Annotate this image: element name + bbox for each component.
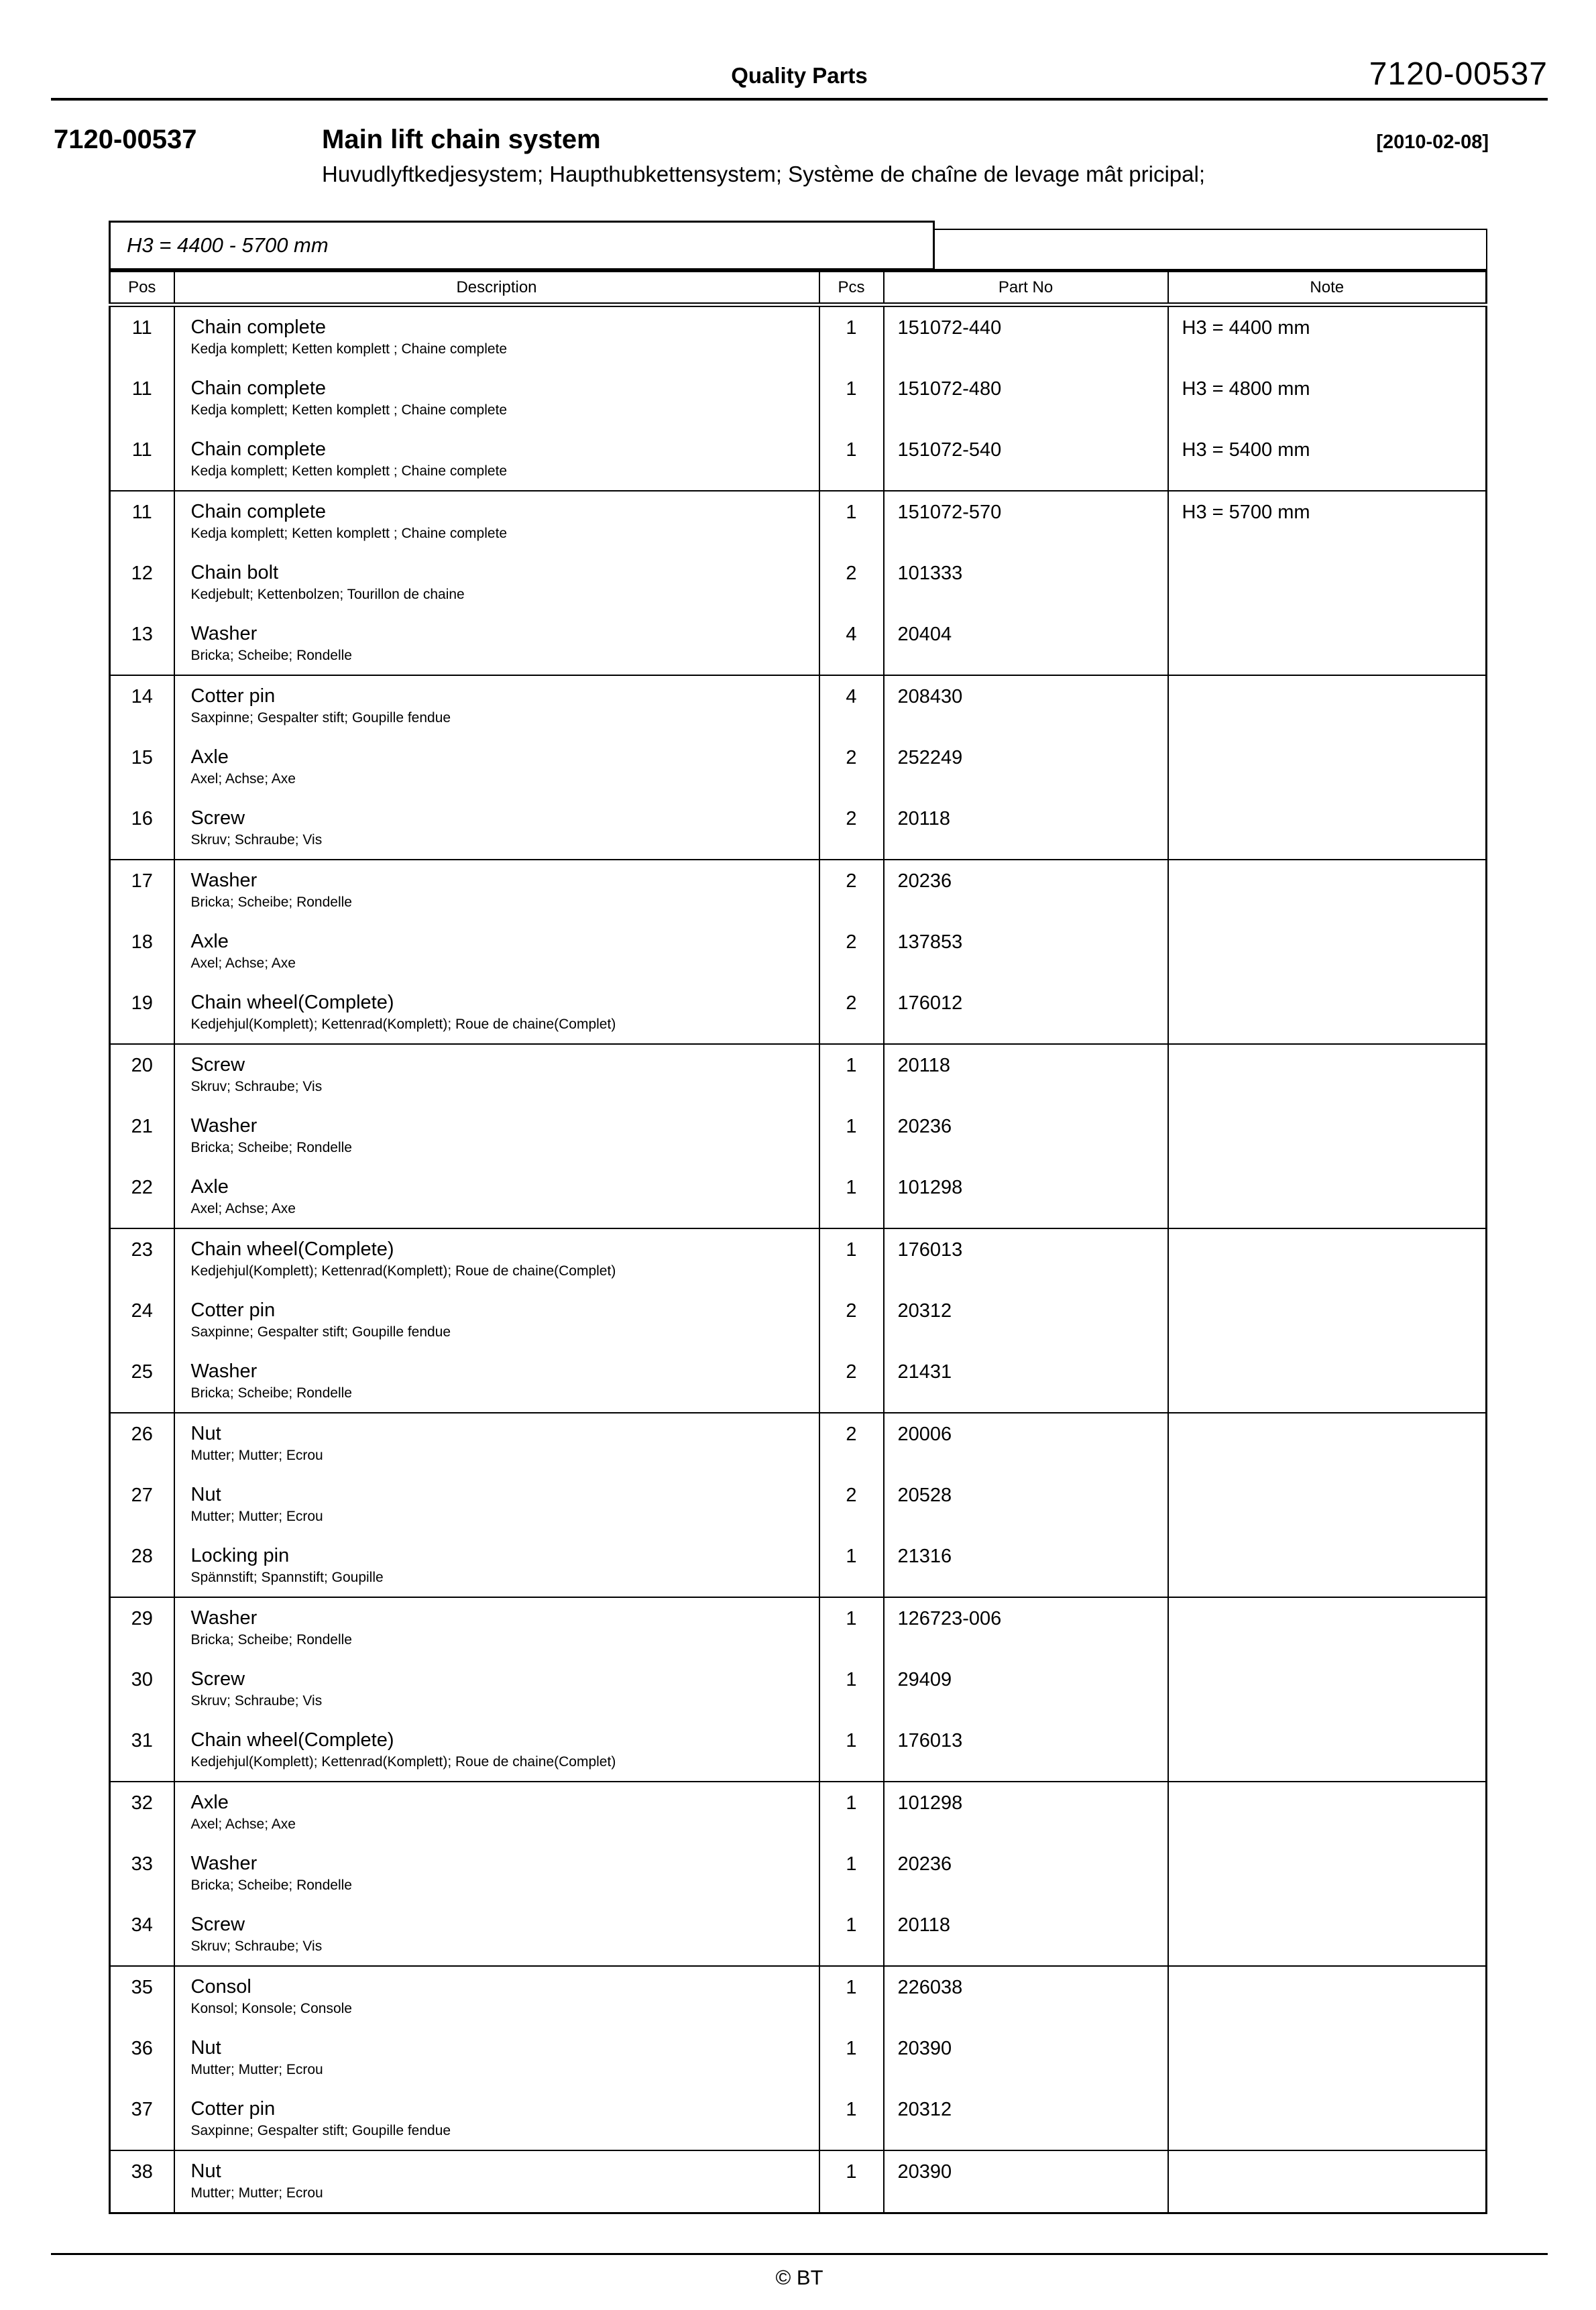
cell-part-no: 126723-006 <box>884 1597 1168 1659</box>
description-translations: Kedjehjul(Komplett); Kettenrad(Komplett); Roue de chaine(Complet) <box>190 1263 616 1279</box>
cell-description <box>174 1597 819 1659</box>
cell-pos: 22 <box>110 1167 174 1228</box>
cell-pos: 14 <box>110 675 174 737</box>
table-row <box>110 921 1487 982</box>
cell-part-no: 252249 <box>884 737 1168 798</box>
cell-description <box>174 614 819 675</box>
cell-pos: 33 <box>110 1843 174 1904</box>
description-translations: Kedja komplett; Ketten komplett ; Chaine complete <box>190 463 508 479</box>
title-row <box>54 125 1489 155</box>
description-translations: Spännstift; Spannstift; Goupille <box>190 1570 384 1585</box>
description-main: Washer <box>190 870 258 891</box>
description-translations: Bricka; Scheibe; Rondelle <box>190 1140 352 1155</box>
table-row <box>110 1659 1487 1720</box>
cell-pcs: 1 <box>819 1904 884 1966</box>
description-main: Cotter pin <box>190 685 276 707</box>
cell-note <box>1168 1597 1487 1659</box>
footer-rule <box>51 2253 1548 2255</box>
cell-part-no: 101298 <box>884 1782 1168 1843</box>
table-row <box>110 737 1487 798</box>
description-translations: Axel; Achse; Axe <box>190 1201 296 1216</box>
table-row <box>110 2089 1487 2150</box>
description-main: Screw <box>190 1914 245 1935</box>
cell-description <box>174 1843 819 1904</box>
cell-pcs: 1 <box>819 1782 884 1843</box>
cell-part-no: 20118 <box>884 1044 1168 1106</box>
description-main: Chain complete <box>190 316 326 338</box>
description-translations: Bricka; Scheibe; Rondelle <box>190 1632 352 1648</box>
description-translations: Bricka; Scheibe; Rondelle <box>190 1878 352 1893</box>
cell-pcs: 2 <box>819 860 884 921</box>
description-main: Chain wheel(Complete) <box>190 1238 394 1260</box>
cell-pcs: 2 <box>819 737 884 798</box>
table-row <box>110 491 1487 553</box>
cell-description <box>174 1044 819 1106</box>
description-translations: Mutter; Mutter; Ecrou <box>190 1509 323 1524</box>
cell-pcs: 1 <box>819 1659 884 1720</box>
page-footer <box>51 2253 1548 2297</box>
cell-pcs: 1 <box>819 1044 884 1106</box>
cell-pos: 36 <box>110 2028 174 2089</box>
cell-note <box>1168 1536 1487 1597</box>
cell-pos: 25 <box>110 1351 174 1413</box>
cell-pcs: 2 <box>819 798 884 860</box>
description-translations: Axel; Achse; Axe <box>190 771 296 787</box>
cell-description <box>174 1413 819 1475</box>
cell-description <box>174 921 819 982</box>
cell-pos: 15 <box>110 737 174 798</box>
footer-copyright: © BT <box>775 2266 823 2289</box>
cell-note <box>1168 1167 1487 1228</box>
cell-part-no: 176013 <box>884 1720 1168 1782</box>
cell-note: H3 = 4400 mm <box>1168 305 1487 369</box>
cell-description <box>174 737 819 798</box>
cell-pcs: 1 <box>819 1720 884 1782</box>
page-header <box>51 39 1548 93</box>
description-translations: Skruv; Schraube; Vis <box>190 832 323 848</box>
table-row <box>110 1904 1487 1966</box>
cell-pos: 13 <box>110 614 174 675</box>
cell-note <box>1168 1106 1487 1167</box>
cell-pos: 37 <box>110 2089 174 2150</box>
cell-description <box>174 675 819 737</box>
cell-pcs: 1 <box>819 1966 884 2028</box>
page-title: Main lift chain system <box>322 125 601 154</box>
cell-note <box>1168 1475 1487 1536</box>
description-translations: Skruv; Schraube; Vis <box>190 1693 323 1709</box>
cell-part-no: 20390 <box>884 2028 1168 2089</box>
description-main: Chain wheel(Complete) <box>190 1729 394 1751</box>
cell-part-no: 151072-440 <box>884 305 1168 369</box>
description-translations: Kedja komplett; Ketten komplett ; Chaine complete <box>190 526 508 541</box>
cell-pos: 35 <box>110 1966 174 2028</box>
description-main: Chain bolt <box>190 562 279 583</box>
cell-description <box>174 982 819 1044</box>
table-row <box>110 1597 1487 1659</box>
cell-note <box>1168 2028 1487 2089</box>
description-translations: Bricka; Scheibe; Rondelle <box>190 1385 352 1401</box>
cell-pos: 11 <box>110 305 174 369</box>
description-main: Nut <box>190 2037 221 2059</box>
table-row <box>110 1843 1487 1904</box>
cell-pos: 11 <box>110 491 174 553</box>
cell-pcs: 1 <box>819 491 884 553</box>
cell-note <box>1168 1413 1487 1475</box>
cell-note <box>1168 1904 1487 1966</box>
page-subtitle: Huvudlyftkedjesystem; Haupthubkettensystem; Système de chaîne de levage mât pricipal; <box>322 162 1206 186</box>
cell-part-no: 20006 <box>884 1413 1168 1475</box>
cell-pos: 11 <box>110 368 174 429</box>
cell-note <box>1168 1228 1487 1290</box>
cell-pos: 30 <box>110 1659 174 1720</box>
description-main: Screw <box>190 807 245 829</box>
col-header-part-no: Part No <box>884 272 1168 305</box>
table-row <box>110 1351 1487 1413</box>
cell-description <box>174 1167 819 1228</box>
cell-pos: 29 <box>110 1597 174 1659</box>
description-main: Washer <box>190 1853 258 1874</box>
header-doc-number: 7120-00537 <box>1369 56 1548 92</box>
cell-pcs: 1 <box>819 305 884 369</box>
description-translations: Konsol; Konsole; Console <box>190 2001 352 2016</box>
document-page <box>0 39 1596 2310</box>
cell-pcs: 2 <box>819 1413 884 1475</box>
description-main: Chain wheel(Complete) <box>190 992 394 1013</box>
cell-note <box>1168 737 1487 798</box>
cell-pcs: 1 <box>819 429 884 491</box>
cell-note <box>1168 2089 1487 2150</box>
description-main: Washer <box>190 1115 258 1137</box>
cell-pos: 28 <box>110 1536 174 1597</box>
cell-pcs: 2 <box>819 553 884 614</box>
description-translations: Saxpinne; Gespalter stift; Goupille fendue <box>190 710 451 726</box>
description-main: Axle <box>190 1792 229 1813</box>
cell-description <box>174 429 819 491</box>
cell-description <box>174 1966 819 2028</box>
description-main: Consol <box>190 1976 251 1998</box>
table-row <box>110 1782 1487 1843</box>
cell-note <box>1168 675 1487 737</box>
parts-table-body <box>110 305 1487 2213</box>
col-header-pos: Pos <box>110 272 174 305</box>
description-translations: Bricka; Scheibe; Rondelle <box>190 648 352 663</box>
cell-part-no: 20118 <box>884 1904 1168 1966</box>
cell-description <box>174 2089 819 2150</box>
cell-note: H3 = 5400 mm <box>1168 429 1487 491</box>
cell-description <box>174 860 819 921</box>
table-row <box>110 2150 1487 2213</box>
cell-part-no: 29409 <box>884 1659 1168 1720</box>
cell-pos: 16 <box>110 798 174 860</box>
table-row <box>110 368 1487 429</box>
description-translations: Mutter; Mutter; Ecrou <box>190 2062 323 2077</box>
cell-pcs: 4 <box>819 675 884 737</box>
cell-pos: 26 <box>110 1413 174 1475</box>
cell-pcs: 1 <box>819 2089 884 2150</box>
cell-note <box>1168 1966 1487 2028</box>
cell-part-no: 21316 <box>884 1536 1168 1597</box>
cell-note <box>1168 1351 1487 1413</box>
doc-date: [2010-02-08] <box>1376 131 1489 153</box>
description-translations: Axel; Achse; Axe <box>190 956 296 971</box>
range-label: H3 = 4400 - 5700 mm <box>109 221 935 270</box>
doc-number: 7120-00537 <box>54 125 197 154</box>
description-translations: Mutter; Mutter; Ecrou <box>190 1448 323 1463</box>
cell-pos: 11 <box>110 429 174 491</box>
table-row <box>110 1475 1487 1536</box>
cell-part-no: 176013 <box>884 1228 1168 1290</box>
description-main: Screw <box>190 1668 245 1690</box>
cell-note <box>1168 1659 1487 1720</box>
cell-description <box>174 368 819 429</box>
table-row <box>110 1413 1487 1475</box>
description-main: Chain complete <box>190 378 326 399</box>
description-main: Nut <box>190 1484 221 1505</box>
cell-part-no: 20236 <box>884 1106 1168 1167</box>
cell-description <box>174 1290 819 1351</box>
cell-pcs: 1 <box>819 1167 884 1228</box>
description-main: Screw <box>190 1054 245 1076</box>
cell-part-no: 20390 <box>884 2150 1168 2213</box>
cell-pcs: 2 <box>819 921 884 982</box>
description-main: Washer <box>190 1361 258 1382</box>
range-empty-cell <box>935 229 1487 270</box>
cell-pos: 32 <box>110 1782 174 1843</box>
cell-note <box>1168 553 1487 614</box>
cell-pos: 19 <box>110 982 174 1044</box>
cell-part-no: 176012 <box>884 982 1168 1044</box>
description-translations: Kedjehjul(Komplett); Kettenrad(Komplett); Roue de chaine(Complet) <box>190 1017 616 1032</box>
description-main: Axle <box>190 931 229 952</box>
cell-pcs: 1 <box>819 1843 884 1904</box>
table-row <box>110 1536 1487 1597</box>
description-main: Chain complete <box>190 501 326 522</box>
cell-pos: 23 <box>110 1228 174 1290</box>
table-row <box>110 982 1487 1044</box>
cell-note <box>1168 1044 1487 1106</box>
col-header-note: Note <box>1168 272 1487 305</box>
description-translations: Mutter; Mutter; Ecrou <box>190 2185 323 2201</box>
parts-table <box>109 221 1487 2214</box>
cell-description <box>174 1106 819 1167</box>
cell-pos: 20 <box>110 1044 174 1106</box>
cell-description <box>174 1659 819 1720</box>
description-main: Axle <box>190 746 229 768</box>
cell-description <box>174 1720 819 1782</box>
cell-note: H3 = 4800 mm <box>1168 368 1487 429</box>
description-translations: Kedja komplett; Ketten komplett ; Chaine complete <box>190 341 508 357</box>
range-row <box>109 221 1487 270</box>
table-row <box>110 2028 1487 2089</box>
cell-note: H3 = 5700 mm <box>1168 491 1487 553</box>
cell-part-no: 20528 <box>884 1475 1168 1536</box>
cell-note <box>1168 860 1487 921</box>
cell-part-no: 20236 <box>884 860 1168 921</box>
cell-pos: 18 <box>110 921 174 982</box>
col-header-description: Description <box>174 272 819 305</box>
col-header-pcs: Pcs <box>819 272 884 305</box>
table-row <box>110 860 1487 921</box>
cell-pcs: 2 <box>819 1475 884 1536</box>
table-row <box>110 1044 1487 1106</box>
cell-note <box>1168 921 1487 982</box>
cell-part-no: 151072-570 <box>884 491 1168 553</box>
description-translations: Bricka; Scheibe; Rondelle <box>190 894 352 910</box>
cell-pos: 34 <box>110 1904 174 1966</box>
cell-part-no: 20404 <box>884 614 1168 675</box>
description-main: Cotter pin <box>190 1300 276 1321</box>
cell-part-no: 101333 <box>884 553 1168 614</box>
cell-part-no: 151072-540 <box>884 429 1168 491</box>
cell-part-no: 21431 <box>884 1351 1168 1413</box>
cell-part-no: 20312 <box>884 1290 1168 1351</box>
cell-pcs: 1 <box>819 1536 884 1597</box>
description-translations: Axel; Achse; Axe <box>190 1816 296 1832</box>
description-translations: Skruv; Schraube; Vis <box>190 1939 323 1954</box>
description-main: Nut <box>190 1423 221 1444</box>
cell-pcs: 2 <box>819 1351 884 1413</box>
cell-description <box>174 2150 819 2213</box>
cell-pcs: 1 <box>819 368 884 429</box>
description-translations: Kedjebult; Kettenbolzen; Tourillon de chaine <box>190 587 465 602</box>
cell-pcs: 4 <box>819 614 884 675</box>
cell-part-no: 20236 <box>884 1843 1168 1904</box>
cell-note <box>1168 1782 1487 1843</box>
cell-description <box>174 2028 819 2089</box>
description-translations: Skruv; Schraube; Vis <box>190 1079 323 1094</box>
cell-description <box>174 1351 819 1413</box>
cell-pcs: 2 <box>819 1290 884 1351</box>
table-row <box>110 553 1487 614</box>
table-row <box>110 1290 1487 1351</box>
table-row <box>110 305 1487 369</box>
description-main: Cotter pin <box>190 2098 276 2120</box>
cell-part-no: 226038 <box>884 1966 1168 2028</box>
cell-part-no: 20118 <box>884 798 1168 860</box>
table-row <box>110 1106 1487 1167</box>
description-translations: Saxpinne; Gespalter stift; Goupille fendue <box>190 1324 451 1340</box>
table-row <box>110 798 1487 860</box>
table-header-row <box>110 272 1487 305</box>
cell-part-no: 101298 <box>884 1167 1168 1228</box>
description-translations: Kedjehjul(Komplett); Kettenrad(Komplett); Roue de chaine(Complet) <box>190 1754 616 1770</box>
header-rule <box>51 98 1548 101</box>
cell-part-no: 137853 <box>884 921 1168 982</box>
description-main: Washer <box>190 623 258 644</box>
cell-pos: 24 <box>110 1290 174 1351</box>
cell-part-no: 20312 <box>884 2089 1168 2150</box>
cell-note <box>1168 982 1487 1044</box>
table-row <box>110 1228 1487 1290</box>
cell-pcs: 1 <box>819 1597 884 1659</box>
table-row <box>110 675 1487 737</box>
cell-note <box>1168 798 1487 860</box>
cell-description <box>174 1228 819 1290</box>
cell-note <box>1168 1843 1487 1904</box>
description-main: Chain complete <box>190 439 326 460</box>
cell-note <box>1168 1720 1487 1782</box>
description-main: Axle <box>190 1176 229 1198</box>
cell-pos: 27 <box>110 1475 174 1536</box>
cell-pcs: 2 <box>819 982 884 1044</box>
cell-pos: 17 <box>110 860 174 921</box>
description-translations: Saxpinne; Gespalter stift; Goupille fendue <box>190 2123 451 2138</box>
description-main: Washer <box>190 1607 258 1629</box>
header-center-title: Quality Parts <box>731 63 868 88</box>
cell-description <box>174 1904 819 1966</box>
cell-description <box>174 798 819 860</box>
cell-note <box>1168 614 1487 675</box>
cell-pos: 38 <box>110 2150 174 2213</box>
cell-pos: 21 <box>110 1106 174 1167</box>
cell-note <box>1168 1290 1487 1351</box>
cell-part-no: 151072-480 <box>884 368 1168 429</box>
table-row <box>110 429 1487 491</box>
cell-description <box>174 1782 819 1843</box>
cell-part-no: 208430 <box>884 675 1168 737</box>
cell-pcs: 1 <box>819 2150 884 2213</box>
cell-description <box>174 1475 819 1536</box>
cell-description <box>174 305 819 369</box>
cell-pcs: 1 <box>819 1228 884 1290</box>
cell-description <box>174 553 819 614</box>
cell-pos: 31 <box>110 1720 174 1782</box>
cell-description <box>174 491 819 553</box>
description-main: Nut <box>190 2160 221 2182</box>
table-row <box>110 1167 1487 1228</box>
cell-note <box>1168 2150 1487 2213</box>
cell-pcs: 1 <box>819 2028 884 2089</box>
description-translations: Kedja komplett; Ketten komplett ; Chaine complete <box>190 402 508 418</box>
table-row <box>110 614 1487 675</box>
cell-description <box>174 1536 819 1597</box>
parts-list <box>109 270 1487 2214</box>
cell-pcs: 1 <box>819 1106 884 1167</box>
cell-pos: 12 <box>110 553 174 614</box>
description-main: Locking pin <box>190 1545 290 1566</box>
table-row <box>110 1720 1487 1782</box>
table-row <box>110 1966 1487 2028</box>
